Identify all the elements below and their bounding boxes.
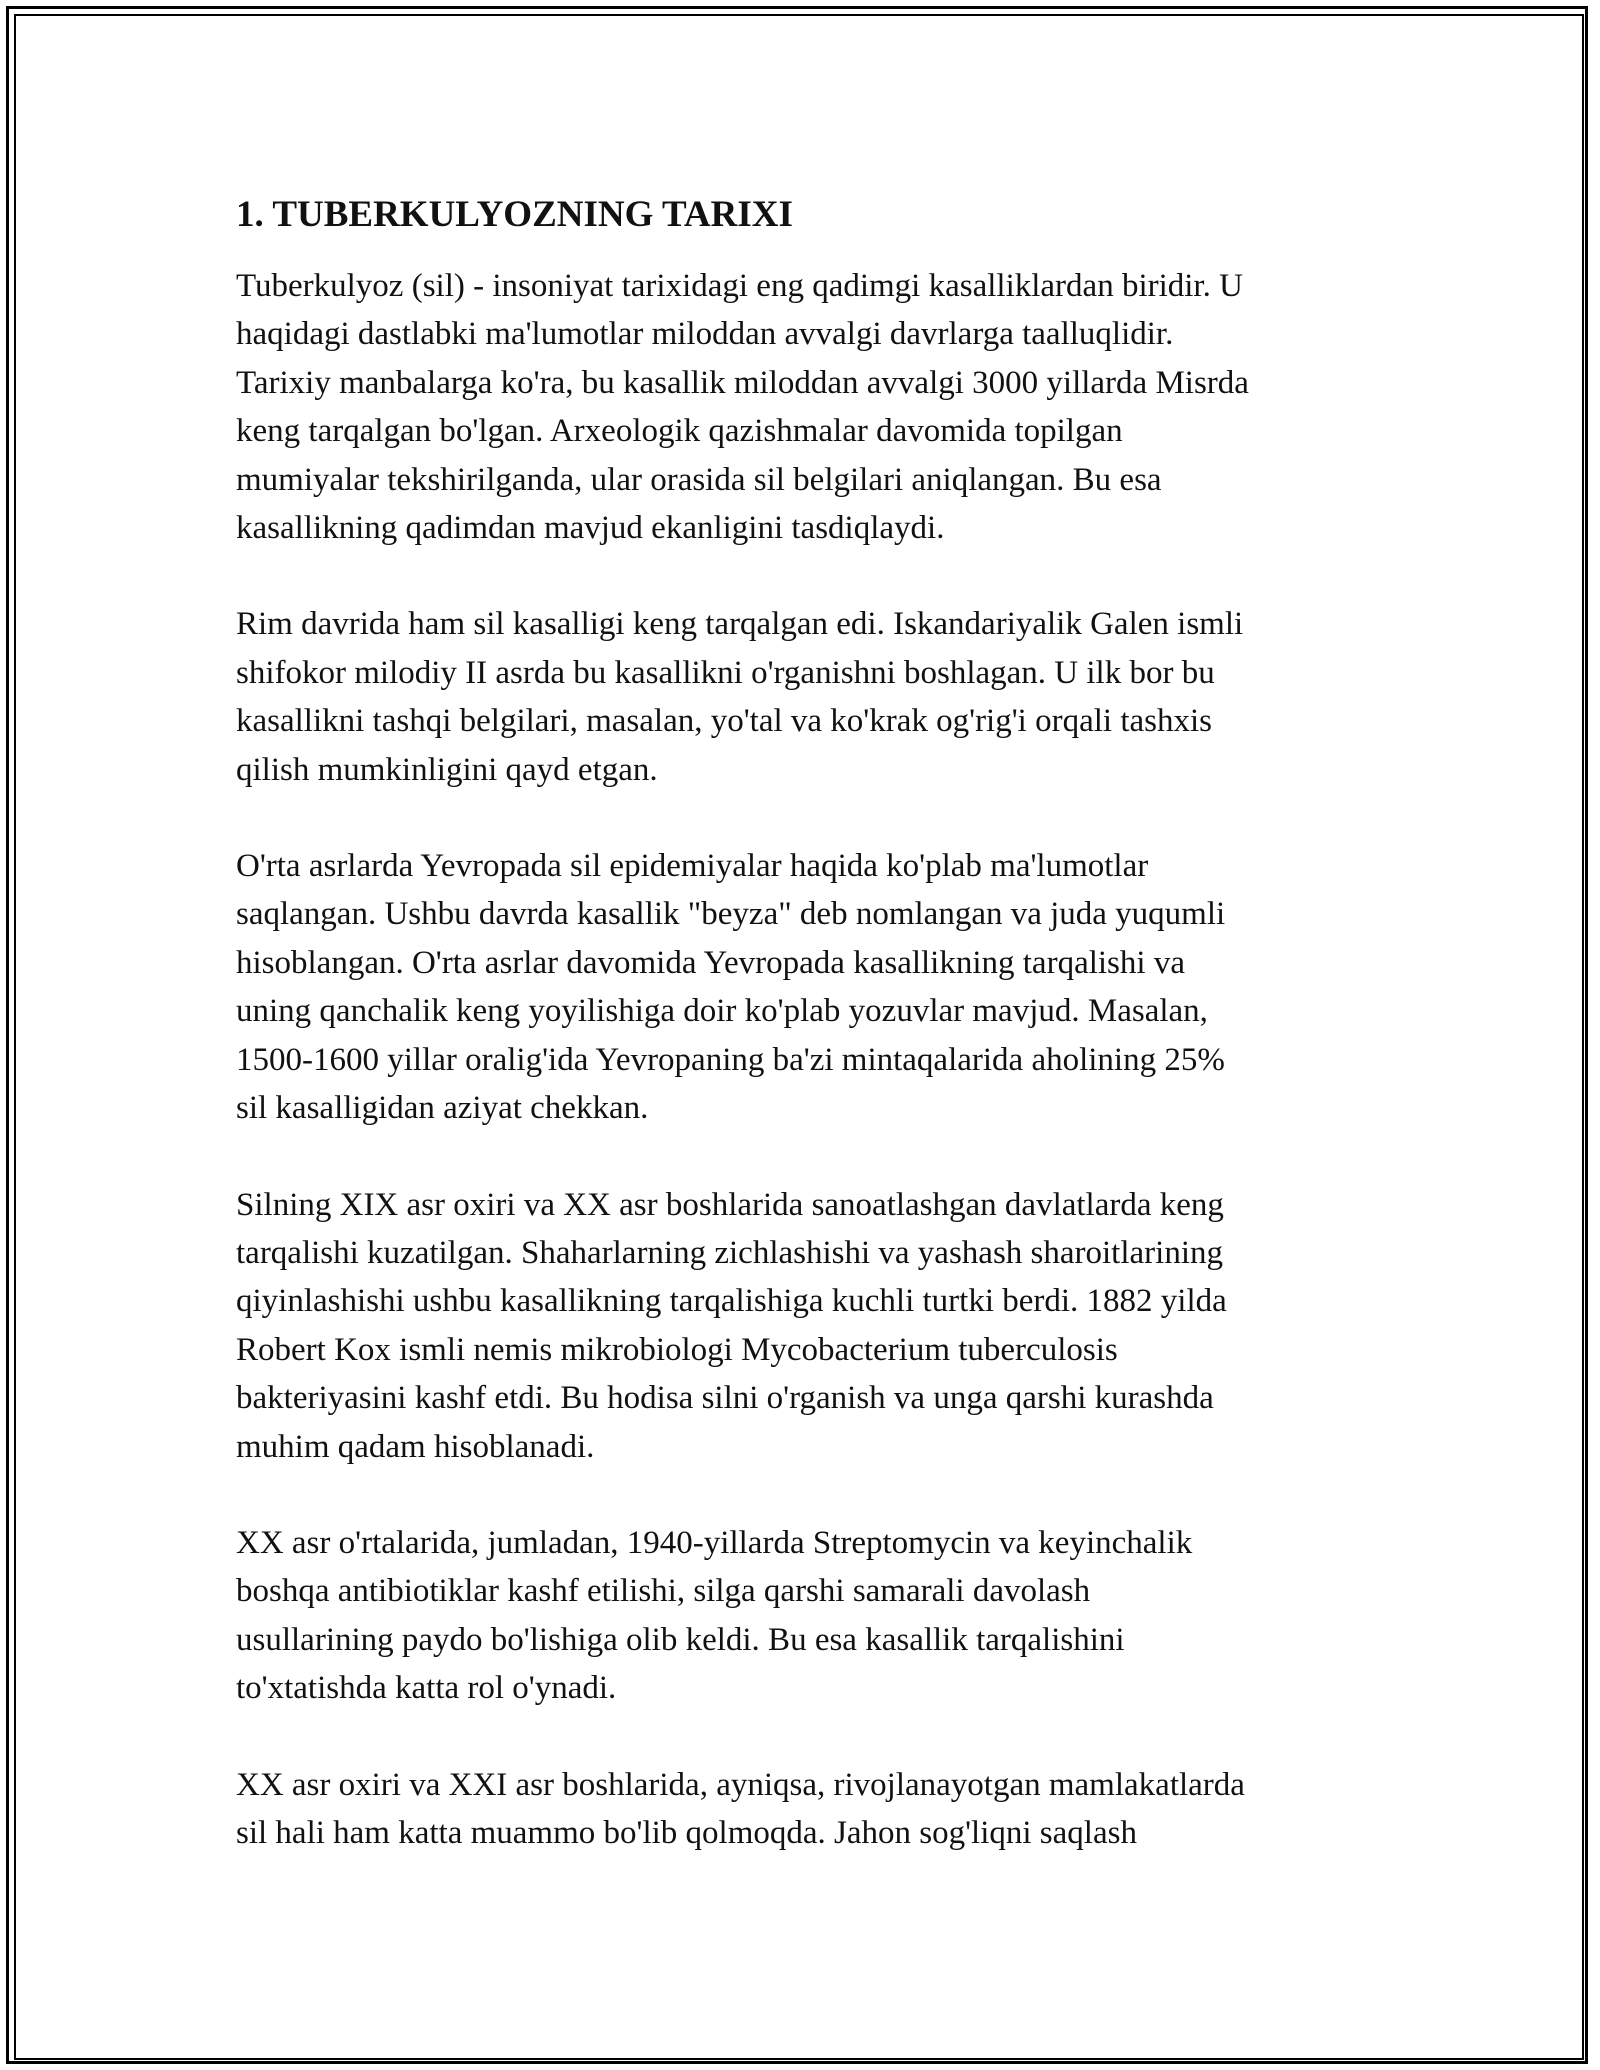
text-line: Robert Kox ismli nemis mikrobiologi Mycobacterium tuberculosis — [236, 1331, 1118, 1368]
paragraph-5 — [236, 1519, 1386, 1713]
text-line: boshqa antibiotiklar kashf etilishi, silga qarshi samarali davolash — [236, 1573, 1091, 1610]
text-line: kasallikning qadimdan mavjud ekanligini tasdiqlaydi. — [236, 510, 945, 547]
text-line: qiyinlashishi ushbu kasallikning tarqalishiga kuchli turtki berdi. 1882 yilda — [236, 1283, 1227, 1320]
text-line: tarqalishi kuzatilgan. Shaharlarning zichlashishi va yashash sharoitlarining — [236, 1234, 1223, 1271]
paragraph-2 — [236, 600, 1386, 794]
text-line: hisoblangan. O'rta asrlar davomida Yevropada kasallikning tarqalishi va — [236, 944, 1185, 981]
section-heading: 1. TUBERKULYOZNING TARIXI — [236, 194, 793, 235]
text-line: Silning XIX asr oxiri va XX asr boshlarida sanoatlashgan davlatlarda keng — [236, 1186, 1224, 1223]
document-body — [236, 190, 1386, 1905]
text-line: to'xtatishda katta rol o'ynadi. — [236, 1670, 617, 1707]
text-line: qilish mumkinligini qayd etgan. — [236, 751, 658, 788]
text-line: 1500-1600 yillar oralig'ida Yevropaning ba'zi mintaqalarida aholining 25% — [236, 1041, 1225, 1078]
text-line: shifokor milodiy II asrda bu kasallikni o'rganishni boshlagan. U ilk bor bu — [236, 654, 1215, 691]
text-line: Tarixiy manbalarga ko'ra, bu kasallik miloddan avvalgi 3000 yillarda Misrda — [236, 364, 1249, 401]
text-line: Rim davrida ham sil kasalligi keng tarqalgan edi. Iskandariyalik Galen ismli — [236, 606, 1244, 643]
text-line: sil hali ham katta muammo bo'lib qolmoqda. Jahon sog'liqni saqlash — [236, 1814, 1137, 1851]
text-line: haqidagi dastlabki ma'lumotlar miloddan avvalgi davrlarga taalluqlidir. — [236, 316, 1174, 353]
paragraph-4 — [236, 1181, 1386, 1471]
text-line: kasallikni tashqi belgilari, masalan, yo'tal va ko'krak og'rig'i orqali tashxis — [236, 703, 1212, 740]
text-line: usullarining paydo bo'lishiga olib keldi. Bu esa kasallik tarqalishini — [236, 1621, 1125, 1658]
text-line: uning qanchalik keng yoyilishiga doir ko'plab yozuvlar mavjud. Masalan, — [236, 993, 1208, 1030]
text-line: XX asr o'rtalarida, jumladan, 1940-yillarda Streptomycin va keyinchalik — [236, 1524, 1193, 1561]
text-line: muhim qadam hisoblanadi. — [236, 1428, 595, 1465]
paragraph-1 — [236, 262, 1386, 552]
text-line: bakteriyasini kashf etdi. Bu hodisa silni o'rganish va unga qarshi kurashda — [236, 1380, 1214, 1417]
paragraph-6 — [236, 1761, 1386, 1858]
text-line: O'rta asrlarda Yevropada sil epidemiyalar haqida ko'plab ma'lumotlar — [236, 848, 1149, 885]
text-line: XX asr oxiri va XXI asr boshlarida, ayniqsa, rivojlanayotgan mamlakatlarda — [236, 1766, 1245, 1803]
text-line: keng tarqalgan bo'lgan. Arxeologik qazishmalar davomida topilgan — [236, 413, 1123, 450]
paragraph-3 — [236, 842, 1386, 1132]
text-line: Tuberkulyoz (sil) - insoniyat tarixidagi eng qadimgi kasalliklardan biridir. U — [236, 268, 1243, 304]
text-line: mumiyalar tekshirilganda, ular orasida sil belgilari aniqlangan. Bu esa — [236, 461, 1162, 498]
text-line: saqlangan. Ushbu davrda kasallik "beyza" deb nomlangan va juda yuqumli — [236, 896, 1226, 933]
text-line: sil kasalligidan aziyat chekkan. — [236, 1090, 649, 1127]
